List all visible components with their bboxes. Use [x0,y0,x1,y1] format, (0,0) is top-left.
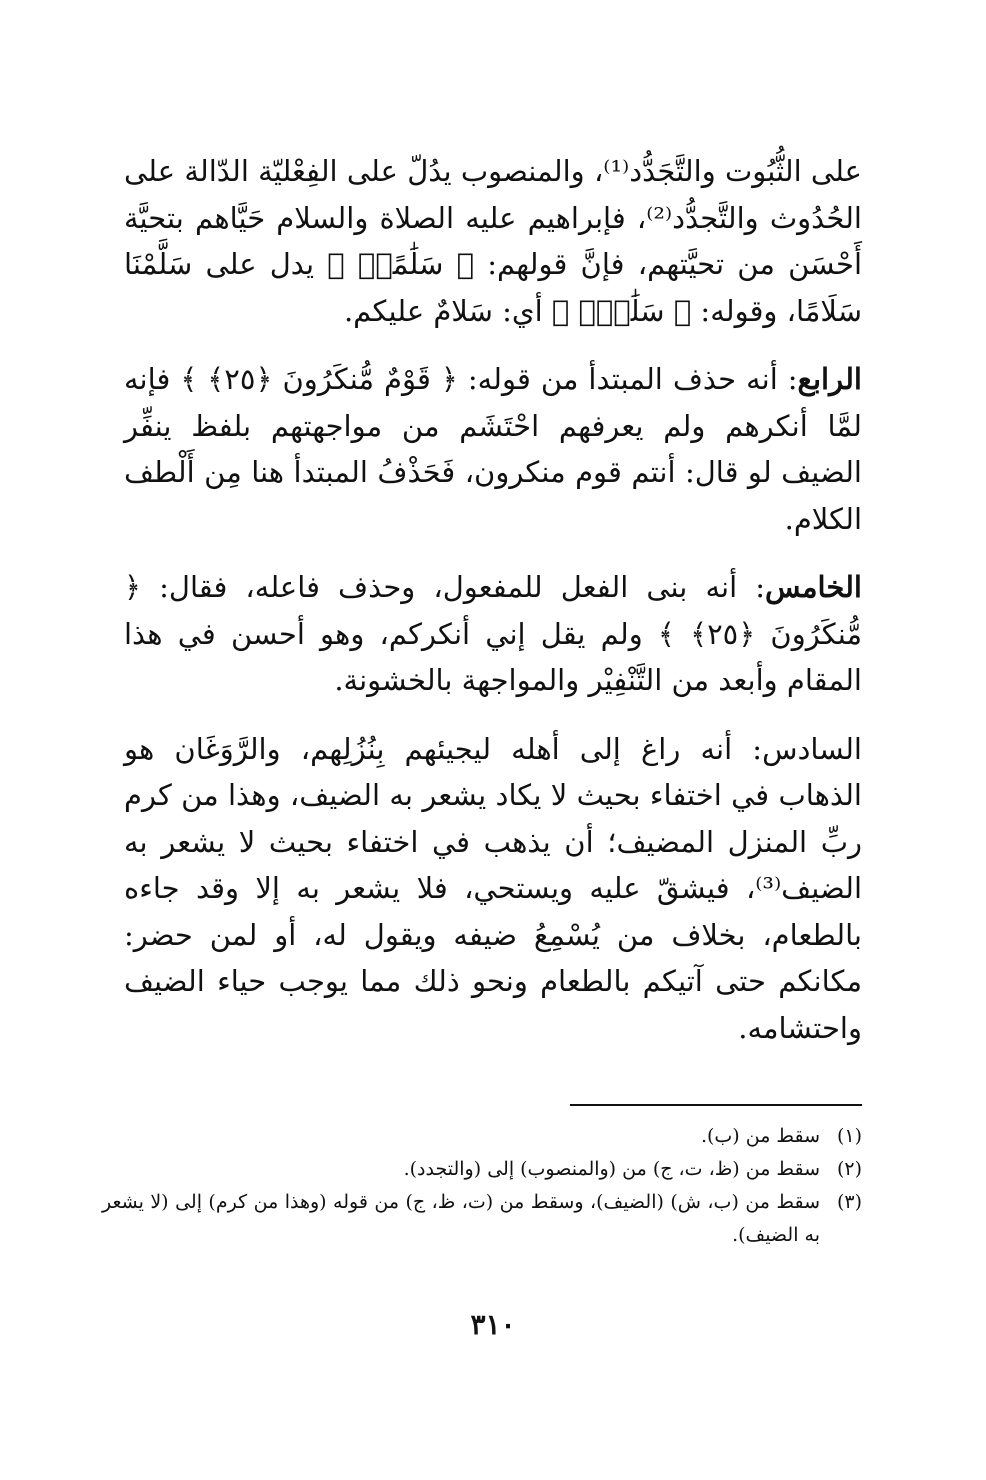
paragraph-fifth [124,564,862,704]
footnote-number: (١) [836,1125,862,1147]
paragraph-sixth-text: : أنه راغ إلى أهله ليجيئهم بِنُزُلِهم، والرَّوَغَان هو الذهاب في اختفاء بحيث لا يكاد يشعر به الضيف، وهذا من كرم ربِّ المنزل المضيف؛ أن يذهب في اختفاء بحيث لا يشعر به الضيف⁽³⁾، فيشقّ عليه ويستحي، فلا يشعر به إلا وقد جاءه بالطعام، بخلاف من يُسْمِعُ ضيفه ويقول له، أو لمن حضر: مكانكم حتى آتيكم بالطعام ونحو ذلك مما يوجب حياء الضيف واحتشامه. [124,731,862,1045]
footnote-1 [102,1120,862,1153]
footnote-text: سقط من (ظ، ت، ج) من (والمنصوب) إلى (والتجدد). [403,1158,820,1180]
paragraph-sixth [124,726,862,1052]
footnotes [102,1120,862,1252]
footnote-text: سقط من (ب، ش) (الضيف)، وسقط من (ت، ظ، ج) من قوله (وهذا من كرم) إلى (لا يشعر به الضيف). [102,1191,820,1246]
footnote-number: (٣) [836,1191,862,1213]
paragraph-sixth-heading: السادس [762,731,862,766]
page-number: ٣١٠ [470,1308,516,1341]
paragraph-fifth-heading: الخامس [765,570,862,604]
paragraph-fourth-text: : أنه حذف المبتدأ من قوله: ﴿ قَوْمٌ مُّنكَرُونَ ﴿٢٥﴾ ﴾ فإنه لمَّا أنكرهم ولم يعرفهم احْتَشَم من مواجهتهم بلفظ ينفِّر الضيف لو قال: أنتم قوم منكرون، فَحَذْفُ المبتدأ هنا مِن أَلْطف الكلام. [124,362,862,536]
paragraph-fourth [124,356,862,542]
footnote-separator [570,1104,862,1106]
footnote-text: سقط من (ب). [700,1125,820,1147]
paragraph-fifth-text: : أنه بنى الفعل للمفعول، وحذف فاعله، فقال: ﴿ مُّنكَرُونَ ﴿٢٥﴾ ﴾ ولم يقل إني أنكركم، وهو أحسن في هذا المقام وأبعد من التَّنْفِيْر والمواجهة بالخشونة. [124,570,862,697]
main-text [124,148,862,1073]
paragraph-1-text: على الثُّبُوت والتَّجَدُّد⁽¹⁾، والمنصوب يدُلّ على الفِعْليّة الدّالة على الحُدُوث والتَّجدُّد⁽²⁾، فإبراهيم عليه الصلاة والسلام حَيَّاهم بتحيَّة أَحْسَن من تحيَّتهم، فإنَّ قولهم: ﴿ سَلَٰمًاۖ ﴾ يدل على سَلَّمْنَا سَلَامًا، وقوله: ﴿ سَلَٰمٌۖ ﴾ أي: سَلامٌ عليكم. [124,154,862,328]
footnote-number: (٢) [836,1158,862,1180]
footnote-2 [102,1153,862,1186]
footnote-3 [102,1186,862,1252]
paragraph-fourth-heading: الرابع [797,362,862,396]
paragraph-1 [124,148,862,334]
